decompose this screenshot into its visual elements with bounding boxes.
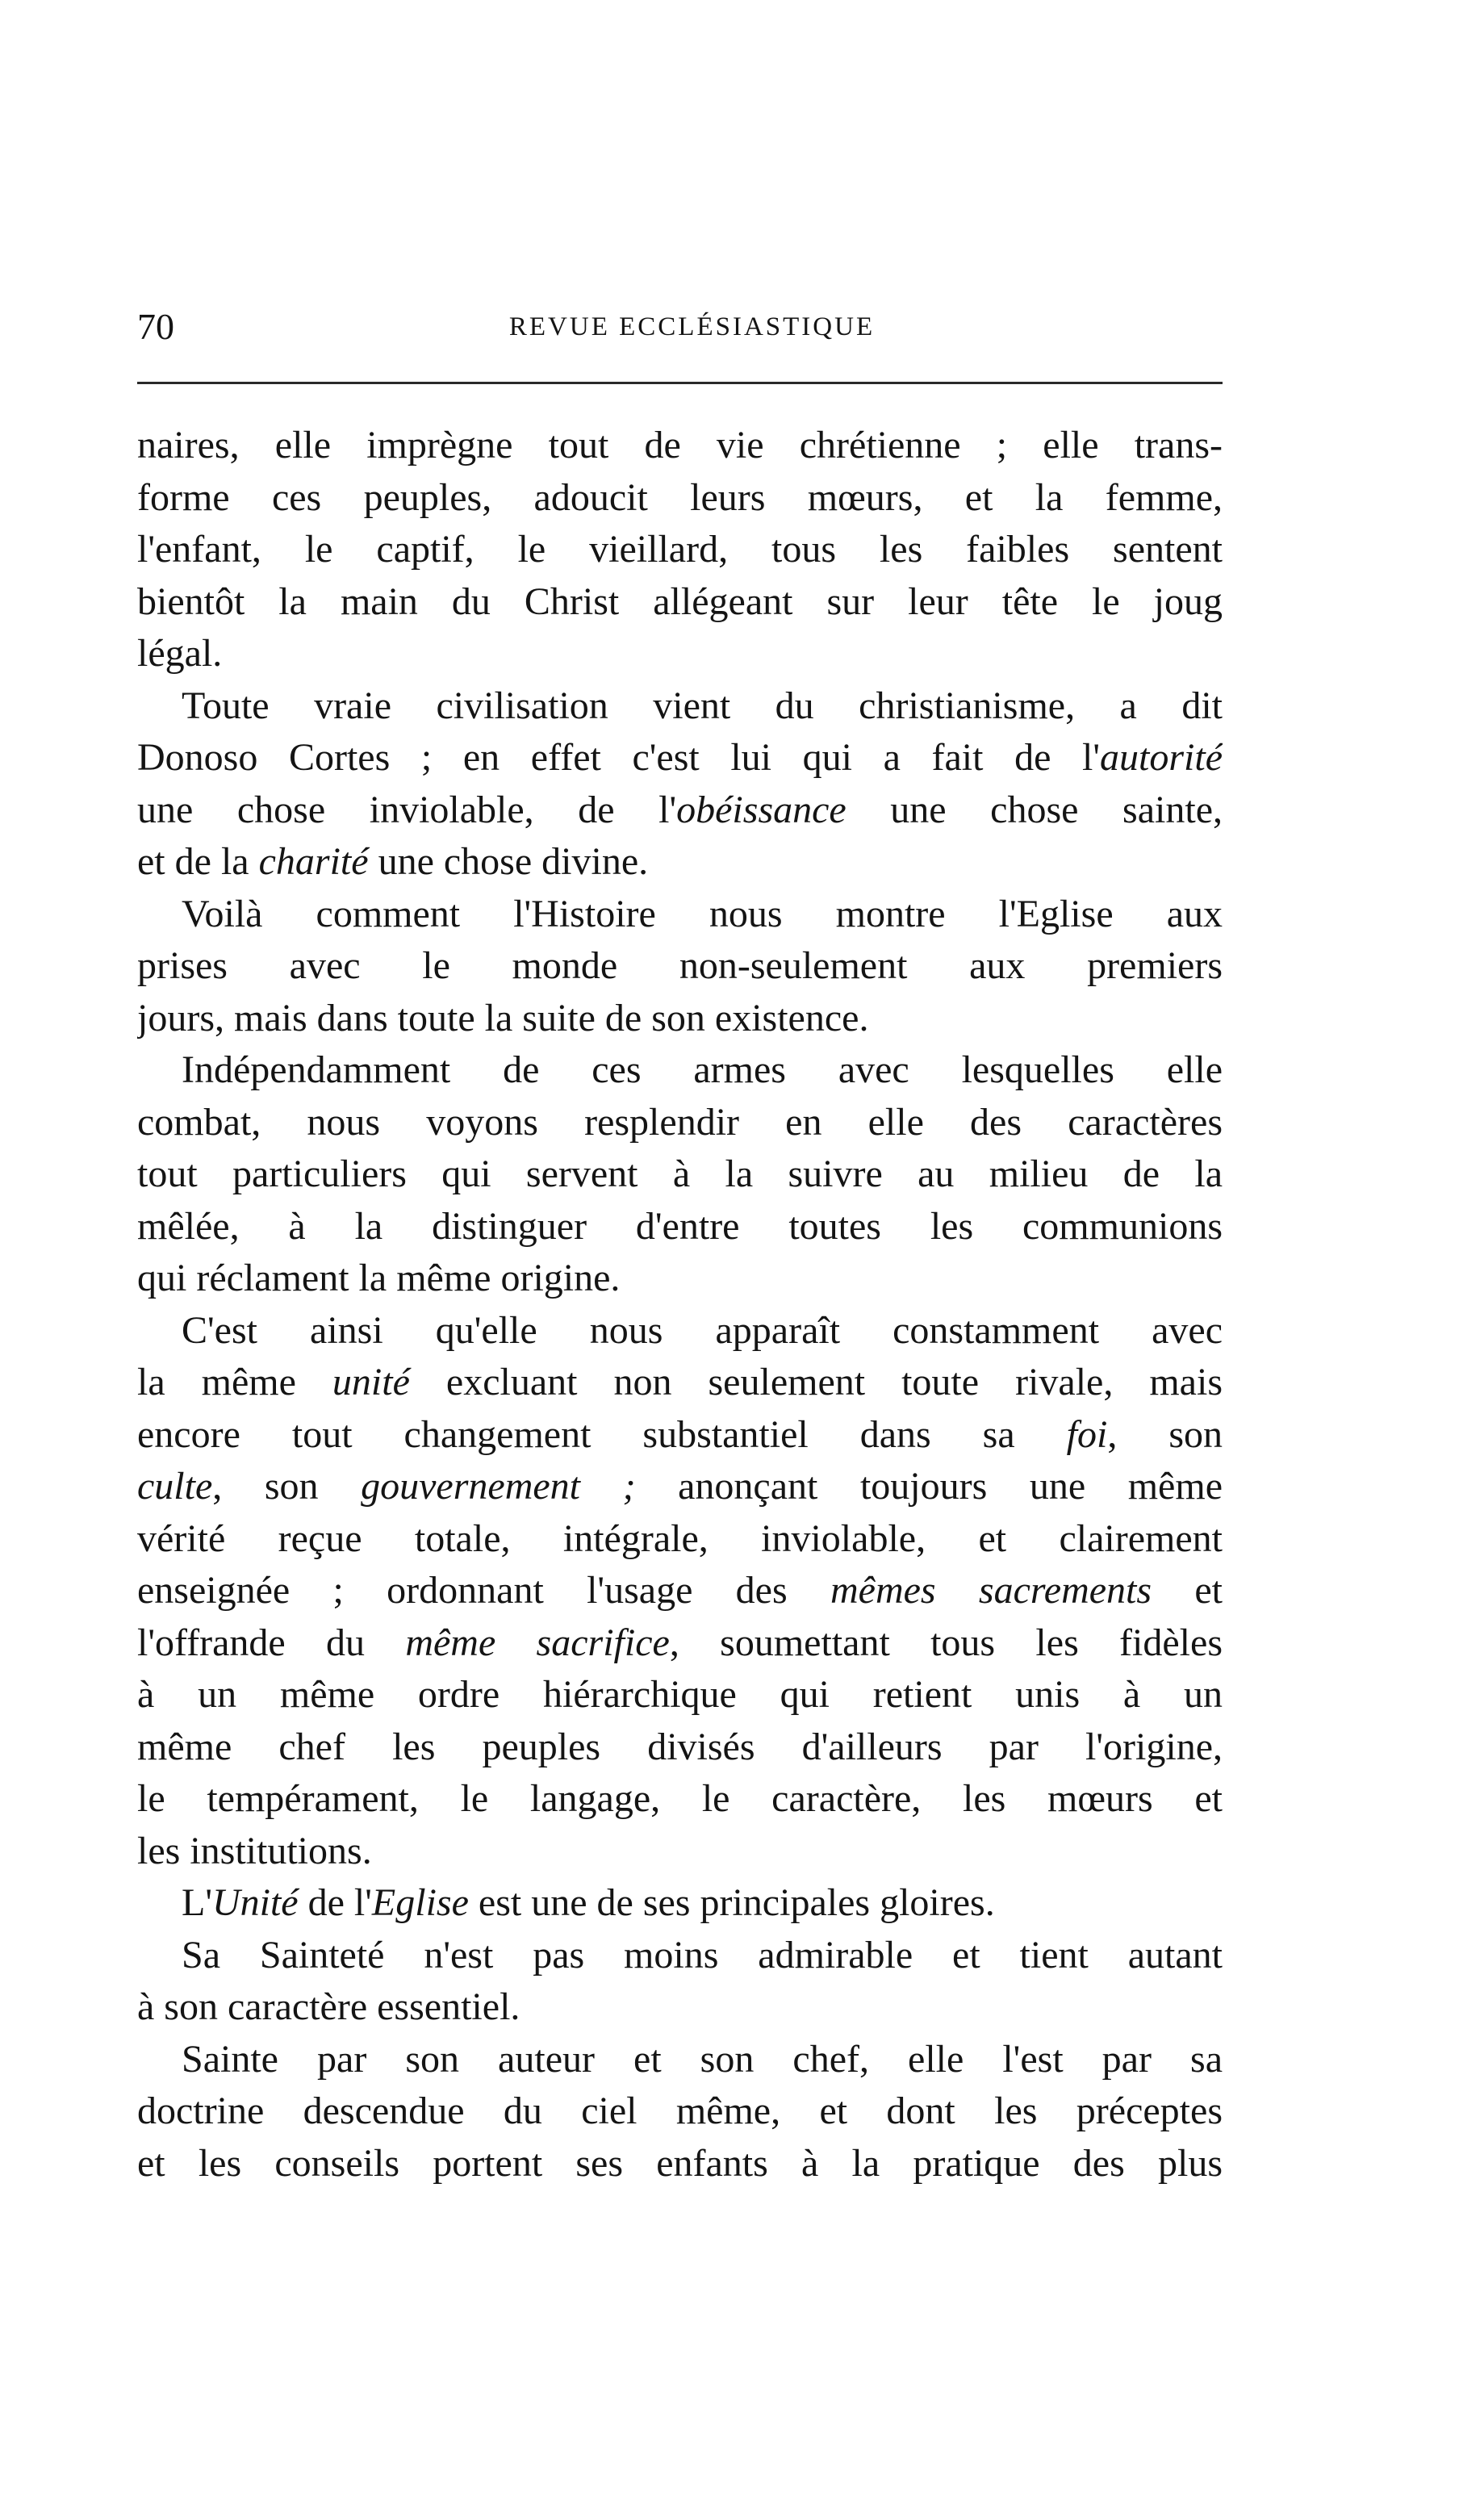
text-line: l'enfant, le captif, le vieillard, tous les faibles sentent (137, 528, 1223, 571)
text-line: culte, son gouvernement ; anonçant toujours une même (137, 1465, 1223, 1508)
text-line: qui réclament la même origine. (137, 1257, 621, 1299)
text-line: les institutions. (137, 1829, 372, 1872)
text-line: mêlée, à la distinguer d'entre toutes les communions (137, 1204, 1223, 1248)
text-line: bientôt la main du Christ allégeant sur leur tête le joug (137, 579, 1223, 623)
text-line: et les conseils portent ses enfants à la pratique des plus (137, 2141, 1223, 2185)
header-rule (137, 382, 1223, 384)
text-line: enseignée ; ordonnant l'usage des mêmes sacrements et (137, 1569, 1223, 1612)
journal-title: REVUE ECCLÉSIASTIQUE (508, 312, 876, 341)
text-line: forme ces peuples, adoucit leurs mœurs, et la femme, (137, 475, 1223, 519)
text-line: le tempérament, le langage, le caractère, les mœurs et (137, 1777, 1223, 1820)
text-line: doctrine descendue du ciel même, et dont les préceptes (137, 2089, 1223, 2132)
text-line: Sa Sainteté n'est pas moins admirable et tient autant (182, 1933, 1223, 1976)
italic-text: obéissance (676, 788, 847, 831)
text-line: Voilà comment l'Histoire nous montre l'Eglise aux (182, 892, 1223, 935)
text-line: Toute vraie civilisation vient du christianisme, a dit (182, 684, 1223, 727)
page-number: 70 (137, 306, 174, 347)
text-line: Sainte par son auteur et son chef, elle l'est par sa (182, 2037, 1223, 2081)
italic-text: foi (1066, 1412, 1108, 1456)
text-line: légal. (137, 632, 223, 675)
italic-text: charité (258, 840, 369, 883)
running-head (137, 303, 1223, 351)
text-line: une chose inviolable, de l'obéissance une chose sainte, (137, 788, 1223, 831)
text-line: la même unité excluant non seulement toute rivale, mais (137, 1361, 1223, 1403)
text-line: tout particuliers qui servent à la suivre au milieu de la (137, 1152, 1223, 1195)
italic-text: autorité (1100, 736, 1223, 779)
text-line: Indépendamment de ces armes avec lesquelles elle (182, 1048, 1223, 1091)
text-line: C'est ainsi qu'elle nous apparaît constamment avec (182, 1308, 1223, 1352)
italic-text: mêmes sacrements (830, 1569, 1152, 1612)
text-line: vérité reçue totale, intégrale, inviolable, et clairement (137, 1516, 1223, 1560)
italic-text: culte (137, 1465, 213, 1508)
text-line: à un même ordre hiérarchique qui retient unis à un (137, 1673, 1223, 1716)
body-text (137, 420, 1223, 2190)
text-line: combat, nous voyons resplendir en elle des caractères (137, 1100, 1223, 1144)
text-line: l'offrande du même sacrifice, soumettant tous les fidèles (137, 1621, 1223, 1664)
text-line: à son caractère essentiel. (137, 1985, 520, 2028)
text-line: et de la charité une chose divine. (137, 840, 649, 883)
italic-text: Eglise (371, 1881, 469, 1924)
italic-text: unité (332, 1361, 410, 1403)
text-line: encore tout changement substantiel dans sa foi, son (137, 1412, 1223, 1456)
italic-text: gouvernement ; (361, 1465, 636, 1508)
text-line: prises avec le monde non-seulement aux premiers (137, 944, 1223, 987)
italic-text: même sacrifice (405, 1621, 670, 1664)
text-line: Donoso Cortes ; en effet c'est lui qui a fait de l'autorité (137, 736, 1223, 779)
text-line: jours, mais dans toute la suite de son existence. (137, 996, 869, 1039)
text-line: même chef les peuples divisés d'ailleurs par l'origine, (137, 1725, 1223, 1768)
italic-text: Unité (211, 1881, 299, 1924)
text-line: naires, elle imprègne tout de vie chrétienne ; elle trans- (137, 424, 1223, 466)
text-line: L'Unité de l'Eglise est une de ses principales gloires. (182, 1881, 995, 1924)
